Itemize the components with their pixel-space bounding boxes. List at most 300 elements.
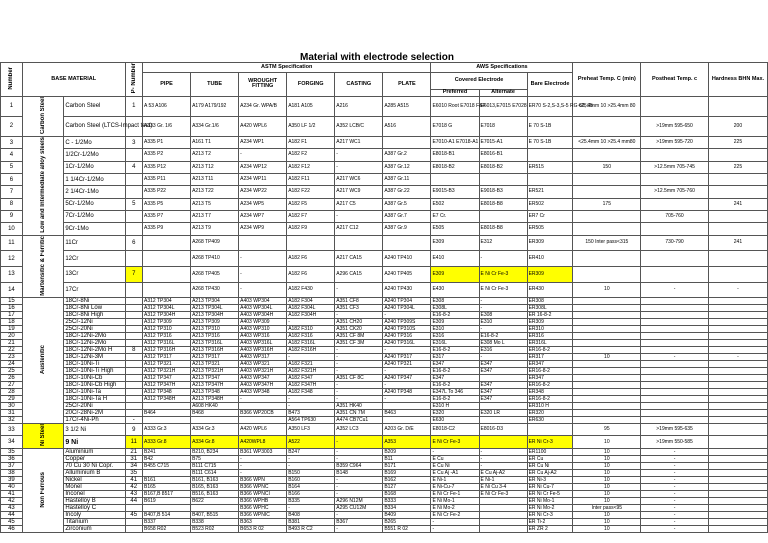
cell-pref: E317: [431, 354, 479, 361]
cell-tube: B523 R02: [191, 526, 239, 533]
cell-plate: B409: [383, 512, 431, 519]
cell-pipe: B658 R02: [143, 526, 191, 533]
cell-hard: [708, 361, 767, 368]
cell-pre: [573, 417, 641, 424]
p-number: 7: [125, 266, 142, 282]
cell-pipe: A312 TP317: [143, 354, 191, 361]
row-number: 3: [1, 136, 23, 148]
cell-pre: 150 Inter pass<315: [573, 235, 641, 251]
base-material: 18Cr-8Ni: [64, 298, 125, 305]
cell-tube: A213 TP348: [191, 389, 239, 396]
cell-pref: E Cu Ni: [431, 463, 479, 470]
cell-pre: [573, 347, 641, 354]
cell-plate: A387 Gr.11: [383, 173, 431, 185]
base-material: 70 Cu 30 Ni Copr.: [64, 463, 125, 470]
cell-pref: E7018 G: [431, 116, 479, 136]
cell-plate: A285 A515: [383, 96, 431, 116]
cell-hard: [708, 526, 767, 533]
cell-pre: [573, 251, 641, 267]
base-material: Aluminium: [64, 449, 125, 456]
cell-post: -: [641, 526, 709, 533]
row-number: 29: [1, 396, 23, 403]
cell-cast: B367: [335, 519, 383, 526]
cell-forg: B164: [287, 484, 335, 491]
cell-tube: A213 TP309: [191, 319, 239, 326]
cell-post: -: [641, 505, 709, 512]
cell-pipe: A312 TP316H: [143, 347, 191, 354]
cell-hard: 225: [708, 161, 767, 173]
table-row: [1, 389, 768, 396]
cell-bare: ER16-8-2: [527, 368, 573, 375]
cell-pipe: A312 TP304H: [143, 312, 191, 319]
cell-forg: B247: [287, 449, 335, 456]
table-row: [1, 319, 768, 326]
p-number: [125, 305, 142, 312]
cell-wf: B366 WPN: [239, 477, 287, 484]
cell-wf: [239, 403, 287, 410]
cell-forg: A350 LF 1/2: [287, 116, 335, 136]
base-material: Incoly: [64, 512, 125, 519]
cell-bare: ER310: [527, 326, 573, 333]
cell-tube: B407, B515: [191, 512, 239, 519]
cell-pref: E410: [431, 251, 479, 267]
cell-tube: A213 TP316H: [191, 347, 239, 354]
cell-forg: B381: [287, 519, 335, 526]
table-row: [1, 282, 768, 298]
cell-tube: A213 T22: [191, 186, 239, 198]
cell-cast: -: [335, 361, 383, 368]
cell-post: 730-790: [641, 235, 709, 251]
p-number: [125, 223, 142, 235]
cell-plate: A387 Gr.7: [383, 210, 431, 222]
base-material: 18Cr-8Ni High: [64, 312, 125, 319]
cell-bare: ER Cu Aj-A2: [527, 470, 573, 477]
base-material: Monel: [64, 484, 125, 491]
cell-wf: A234 WP9: [239, 223, 287, 235]
header-preferred: Preferred: [431, 89, 479, 96]
cell-pref: E16-8-2: [431, 312, 479, 319]
table-row: [1, 456, 768, 463]
cell-pref: E316: [431, 333, 479, 340]
cell-pipe: B167,B 8517: [143, 491, 191, 498]
cell-cast: A351 CF 8M: [335, 333, 383, 340]
cell-cast: A217 C5: [335, 198, 383, 210]
cell-forg: A182 F316: [287, 333, 335, 340]
cell-pipe: B42: [143, 456, 191, 463]
cell-post: [641, 417, 709, 424]
cell-hard: [708, 435, 767, 448]
base-material: 18Cr-10Ni-Ti High: [64, 368, 125, 375]
cell-hard: [708, 251, 767, 267]
row-number: 41: [1, 491, 23, 498]
cell-bare: ER Ni Cu-7: [527, 484, 573, 491]
cell-bare: ER Ni Cr-3: [527, 435, 573, 448]
cell-cast: A216: [335, 96, 383, 116]
cell-forg: -: [287, 319, 335, 326]
cell-post: [641, 266, 709, 282]
cell-pref: E8018-B1: [431, 149, 479, 161]
cell-pre: [573, 396, 641, 403]
cell-alt: -: [479, 463, 527, 470]
cell-tube: A179 A179/192: [191, 96, 239, 116]
cell-pre: 10: [573, 526, 641, 533]
cell-tube: A213 T12: [191, 161, 239, 173]
cell-pref: E310 H: [431, 403, 479, 410]
cell-hard: [708, 403, 767, 410]
cell-forg: -: [287, 403, 335, 410]
cell-pipe: B407,B 514: [143, 512, 191, 519]
cell-post: [641, 396, 709, 403]
cell-pref: E309: [431, 319, 479, 326]
cell-hard: [708, 305, 767, 312]
cell-tube: A213 TP317: [191, 354, 239, 361]
cell-bare: ER16-8-2: [527, 396, 573, 403]
cell-tube: A213 TP347H: [191, 382, 239, 389]
p-number: -: [125, 417, 142, 424]
cell-wf: -: [239, 396, 287, 403]
row-number: 16: [1, 305, 23, 312]
cell-post: >19mm 595-720: [641, 136, 709, 148]
cell-wf: B366 WP20CB: [239, 410, 287, 417]
cell-pipe: [143, 282, 191, 298]
cell-pre: [573, 210, 641, 222]
p-number: [125, 354, 142, 361]
row-number: 1: [1, 96, 23, 116]
cell-post: -: [641, 498, 709, 505]
cell-hard: 241: [708, 235, 767, 251]
table-row: [1, 449, 768, 456]
cell-hard: [708, 449, 767, 456]
cell-wf: -: [239, 282, 287, 298]
table-row: [1, 173, 768, 185]
cell-wf: A234 WP11: [239, 173, 287, 185]
cell-tube: B165, B163: [191, 484, 239, 491]
cell-cast: -: [335, 389, 383, 396]
cell-bare: ER Cu: [527, 456, 573, 463]
cell-post: >12.5mm 705-745: [641, 161, 709, 173]
cell-pipe: B165: [143, 484, 191, 491]
cell-pref: E16-8-2: [431, 347, 479, 354]
cell-forg: A182 F304L: [287, 305, 335, 312]
cell-forg: A182 F11: [287, 173, 335, 185]
row-number: 33: [1, 424, 23, 436]
cell-forg: -: [287, 354, 335, 361]
group-label: Martensitic & Ferritic: [22, 235, 64, 298]
cell-hard: [708, 340, 767, 347]
row-number: 7: [1, 186, 23, 198]
cell-post: -: [641, 470, 709, 477]
cell-forg: A182 F2: [287, 149, 335, 161]
cell-bare: ER308L: [527, 305, 573, 312]
cell-plate: A240 TP304L: [383, 305, 431, 312]
cell-pre: 10: [573, 435, 641, 448]
p-number: [125, 361, 142, 368]
table-row: [1, 396, 768, 403]
base-material: 18Cr-8Ni Low: [64, 305, 125, 312]
cell-alt: E347: [479, 368, 527, 375]
cell-wf: A234 WP7: [239, 210, 287, 222]
cell-pre: 10: [573, 449, 641, 456]
cell-plate: A203 Gr. D/E: [383, 424, 431, 436]
cell-post: -: [641, 282, 709, 298]
cell-forg: A182 F22: [287, 186, 335, 198]
p-number: 6: [125, 235, 142, 251]
cell-post: [641, 96, 709, 116]
cell-tube: A213 T11: [191, 173, 239, 185]
cell-pre: [573, 375, 641, 382]
cell-alt: E16-8-2: [479, 333, 527, 340]
header-pipe: PIPE: [143, 73, 191, 97]
cell-alt: E308 Mo L: [479, 340, 527, 347]
cell-pipe: A312 TP321: [143, 361, 191, 368]
row-number: 42: [1, 498, 23, 505]
cell-wf: A420 WPL6: [239, 424, 287, 436]
group-label: Carbon Steel: [22, 96, 64, 136]
cell-alt: [479, 498, 527, 505]
cell-forg: A182 F5: [287, 198, 335, 210]
cell-pipe: A312 TP310: [143, 326, 191, 333]
cell-plate: B168: [383, 491, 431, 498]
cell-alt: -: [479, 354, 527, 361]
cell-wf: -: [239, 456, 287, 463]
cell-cast: A351 CF8: [335, 298, 383, 305]
cell-pipe: [143, 266, 191, 282]
cell-wf: A234 WP1: [239, 136, 287, 148]
cell-tube: A213 T7: [191, 210, 239, 222]
cell-alt: [479, 210, 527, 222]
cell-bare: ER7 Cr: [527, 210, 573, 222]
cell-bare: ER309: [527, 319, 573, 326]
cell-bare: E 70 S-1B: [527, 116, 573, 136]
cell-tube: A213 TP321: [191, 361, 239, 368]
cell-plate: A387 Gr.22: [383, 186, 431, 198]
base-material: 17Cr-4Ni-Ph: [64, 417, 125, 424]
cell-tube: A268 TP405: [191, 266, 239, 282]
cell-pre: 175: [573, 198, 641, 210]
cell-pre: 10: [573, 282, 641, 298]
cell-pre: [573, 305, 641, 312]
header-base-material: BASE MATERIAL: [22, 63, 125, 97]
cell-forg: A182 F348: [287, 389, 335, 396]
cell-alt: E347: [479, 389, 527, 396]
p-number: 4: [125, 161, 142, 173]
cell-alt: [479, 505, 527, 512]
group-label: Non Ferrous: [22, 449, 64, 533]
base-material: Alluminium B: [64, 470, 125, 477]
cell-wf: [239, 417, 287, 424]
cell-alt: E347: [479, 361, 527, 368]
base-material: 18Cr-10Ni-Ti: [64, 361, 125, 368]
row-number: 40: [1, 484, 23, 491]
table-row: [1, 368, 768, 375]
p-number: [125, 375, 142, 382]
cell-hard: [708, 477, 767, 484]
cell-cast: B148: [335, 470, 383, 477]
cell-cast: A351 CF 3M: [335, 340, 383, 347]
cell-cast: A351 CF 8C: [335, 375, 383, 382]
cell-pre: 10: [573, 512, 641, 519]
cell-post: [641, 326, 709, 333]
cell-forg: B473: [287, 410, 335, 417]
material-rows: [1, 96, 768, 532]
cell-pipe: A312 TP321H: [143, 368, 191, 375]
cell-hard: [708, 326, 767, 333]
cell-plate: B333: [383, 498, 431, 505]
cell-forg: A182 F6: [287, 251, 335, 267]
cell-alt: E Ni Cr Fe-3: [479, 266, 527, 282]
cell-pref: E Ni Mo-1: [431, 498, 479, 505]
cell-post: [641, 251, 709, 267]
base-material: Inconel: [64, 491, 125, 498]
cell-bare: ER309: [527, 266, 573, 282]
cell-plate: B551 R 02: [383, 526, 431, 533]
row-number: 10: [1, 223, 23, 235]
table-row: [1, 417, 768, 424]
cell-pref: E630: [431, 417, 479, 424]
table-row: [1, 424, 768, 436]
cell-bare: ER347: [527, 375, 573, 382]
cell-wf: -: [239, 463, 287, 470]
base-material: 18Cr-12Ni-3M: [64, 354, 125, 361]
cell-plate: -: [383, 368, 431, 375]
cell-plate: B334: [383, 505, 431, 512]
table-row: [1, 210, 768, 222]
cell-alt: [479, 526, 527, 533]
base-material: Zirconium: [64, 526, 125, 533]
table-row: [1, 512, 768, 519]
cell-bare: ER Ni Cr-3: [527, 512, 573, 519]
p-number: [125, 210, 142, 222]
cell-pre: [573, 333, 641, 340]
cell-pipe: [143, 417, 191, 424]
cell-forg: A182 F310: [287, 326, 335, 333]
header-number: Number: [1, 63, 23, 97]
cell-tube: A213 TP316: [191, 333, 239, 340]
cell-hard: 225: [708, 136, 767, 148]
cell-bare: ER502: [527, 198, 573, 210]
cell-bare: ER316L: [527, 340, 573, 347]
cell-tube: A213 TP347: [191, 375, 239, 382]
cell-alt: E8016-B1: [479, 149, 527, 161]
table-row: [1, 326, 768, 333]
table-row: [1, 161, 768, 173]
cell-cast: -: [335, 435, 383, 448]
cell-alt: E Ni Cu 3-4: [479, 484, 527, 491]
cell-pref: E316L: [431, 340, 479, 347]
cell-pipe: A335 P12: [143, 161, 191, 173]
cell-pipe: A 53 A106: [143, 96, 191, 116]
cell-post: [641, 361, 709, 368]
cell-wf: B363: [239, 519, 287, 526]
cell-pipe: A312 TP316: [143, 333, 191, 340]
cell-pre: [573, 340, 641, 347]
base-material: 18Cr-12Ni-2Mo H: [64, 347, 125, 354]
cell-hard: [708, 347, 767, 354]
cell-pref: E7010-A1 E7018-A1: [431, 136, 479, 148]
p-number: [125, 396, 142, 403]
cell-forg: A182 F12: [287, 161, 335, 173]
cell-tube: A213 TP321H: [191, 368, 239, 375]
cell-pre: [573, 149, 641, 161]
cell-pipe: A333 Gr.3: [143, 424, 191, 436]
cell-tube: B111 C614: [191, 470, 239, 477]
p-number: 21: [125, 449, 142, 456]
p-number: [125, 186, 142, 198]
cell-pre: 10: [573, 484, 641, 491]
cell-wf: A403 WP304L: [239, 305, 287, 312]
cell-alt: E7015-A1: [479, 136, 527, 148]
cell-cast: B359 C964: [335, 463, 383, 470]
row-number: 2: [1, 116, 23, 136]
cell-pre: 150: [573, 161, 641, 173]
table-row: [1, 484, 768, 491]
cell-hard: -: [708, 282, 767, 298]
cell-wf: B366 WPHB: [239, 498, 287, 505]
cell-cast: A296 N12M: [335, 498, 383, 505]
p-number: [125, 519, 142, 526]
row-number: 38: [1, 470, 23, 477]
cell-cast: A352 LC3: [335, 424, 383, 436]
cell-forg: B408: [287, 512, 335, 519]
cell-wf: A234 WP12: [239, 161, 287, 173]
cell-pref: E430: [431, 282, 479, 298]
cell-hard: [708, 333, 767, 340]
p-number: 34: [125, 463, 142, 470]
cell-plate: A240 TP317: [383, 354, 431, 361]
cell-bare: ER320: [527, 410, 573, 417]
cell-post: [641, 333, 709, 340]
table-row: [1, 340, 768, 347]
cell-plate: B209: [383, 449, 431, 456]
base-material: Hastelloy B: [64, 498, 125, 505]
cell-hard: 241: [708, 198, 767, 210]
cell-plate: A240 TP310S: [383, 326, 431, 333]
row-number: 18: [1, 319, 23, 326]
cell-cast: -: [335, 368, 383, 375]
cell-post: -: [641, 449, 709, 456]
cell-bare: ER Ni Mo-2: [527, 505, 573, 512]
cell-plate: A516: [383, 116, 431, 136]
cell-bare: ER308: [527, 298, 573, 305]
cell-alt: E9018-B3: [479, 186, 527, 198]
table-row: [1, 333, 768, 340]
cell-hard: [708, 149, 767, 161]
base-material: Carbon Steel (LTCS-Impact test): [64, 116, 125, 136]
p-number: [125, 410, 142, 417]
cell-plate: A240 TP347: [383, 375, 431, 382]
row-number: 13: [1, 266, 23, 282]
table-row: [1, 519, 768, 526]
row-number: 45: [1, 519, 23, 526]
table-row: [1, 96, 768, 116]
cell-post: [641, 149, 709, 161]
header-tube: TUBE: [191, 73, 239, 97]
cell-plate: A240 TP430: [383, 282, 431, 298]
p-number: [125, 382, 142, 389]
cell-cast: -: [335, 396, 383, 403]
cell-post: [641, 223, 709, 235]
cell-hard: [708, 173, 767, 185]
cell-plate: A240 TP405: [383, 266, 431, 282]
table-row: [1, 382, 768, 389]
cell-cast: -: [335, 512, 383, 519]
cell-tube: A213 TP348H: [191, 396, 239, 403]
cell-post: [641, 375, 709, 382]
cell-alt: E8018-B8: [479, 198, 527, 210]
cell-tube: A608 HK40: [191, 403, 239, 410]
base-material: 25Cr-20Ni: [64, 326, 125, 333]
base-material: 12Cr: [64, 251, 125, 267]
